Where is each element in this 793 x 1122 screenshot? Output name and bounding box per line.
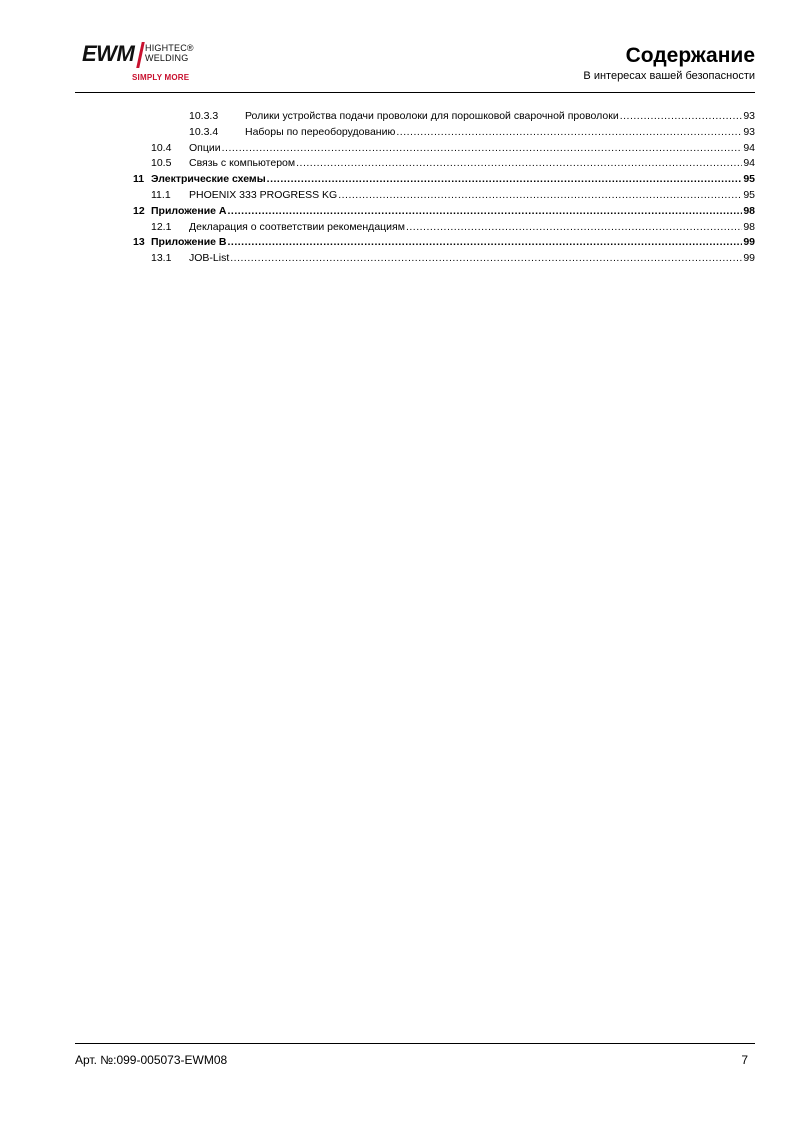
toc-number: 12.1 bbox=[151, 220, 172, 233]
toc-number: 10.4 bbox=[151, 141, 172, 154]
toc-number: 13 bbox=[133, 236, 145, 249]
toc-title: Приложение B bbox=[151, 236, 227, 249]
toc-row[interactable] bbox=[0, 109, 793, 125]
toc-title: Приложение A bbox=[151, 204, 227, 217]
toc-title: PHOENIX 333 PROGRESS KG bbox=[189, 188, 338, 201]
logo-tagline: SIMPLY MORE bbox=[132, 73, 190, 82]
toc-title: Электрические схемы bbox=[151, 173, 266, 186]
ewm-logo bbox=[82, 40, 202, 86]
toc-row[interactable] bbox=[0, 251, 793, 267]
toc-leader-dots bbox=[267, 172, 743, 188]
toc-number: 11.1 bbox=[151, 188, 171, 201]
toc-row[interactable] bbox=[0, 141, 793, 157]
page-number: 7 bbox=[741, 1053, 748, 1067]
toc-number: 11 bbox=[133, 173, 145, 186]
header-divider bbox=[75, 92, 755, 93]
toc-row[interactable] bbox=[0, 188, 793, 204]
toc-entry bbox=[245, 125, 755, 141]
toc-row[interactable] bbox=[0, 204, 793, 220]
toc-leader-dots bbox=[396, 125, 742, 141]
toc-title: Ролики устройства подачи проволоки для порошковой сварочной проволоки bbox=[245, 110, 619, 122]
toc-entry bbox=[245, 109, 755, 125]
table-of-contents bbox=[0, 109, 793, 267]
toc-page-number: 94 bbox=[743, 141, 755, 154]
toc-row[interactable] bbox=[0, 235, 793, 251]
toc-page-number: 94 bbox=[743, 157, 755, 170]
toc-entry bbox=[151, 235, 755, 251]
toc-entry bbox=[189, 220, 755, 236]
toc-entry bbox=[189, 188, 755, 204]
toc-page-number: 93 bbox=[743, 110, 755, 122]
toc-leader-dots bbox=[228, 235, 743, 251]
page-subtitle: В интересах вашей безопасности bbox=[583, 70, 755, 82]
toc-row[interactable] bbox=[0, 125, 793, 141]
toc-title: JOB-List bbox=[189, 252, 230, 265]
toc-entry bbox=[151, 172, 755, 188]
toc-page-number: 98 bbox=[743, 204, 755, 217]
toc-page-number: 99 bbox=[743, 236, 755, 249]
toc-page-number: 95 bbox=[743, 188, 755, 201]
toc-leader-dots bbox=[222, 141, 743, 157]
toc-title: Опции bbox=[189, 141, 221, 154]
toc-entry bbox=[189, 251, 755, 267]
logo-line2: WELDING bbox=[145, 53, 189, 63]
toc-row[interactable] bbox=[0, 220, 793, 236]
toc-number: 10.5 bbox=[151, 157, 172, 170]
toc-row[interactable] bbox=[0, 156, 793, 172]
toc-page-number: 99 bbox=[743, 252, 755, 265]
toc-number: 12 bbox=[133, 204, 145, 217]
logo-subtitle bbox=[145, 43, 194, 63]
toc-page-number: 93 bbox=[743, 125, 755, 138]
logo-slash-mark bbox=[136, 42, 145, 68]
toc-page-number: 95 bbox=[743, 173, 755, 186]
footer-divider bbox=[75, 1043, 755, 1044]
page-title: Содержание bbox=[625, 44, 755, 67]
toc-row[interactable] bbox=[0, 172, 793, 188]
page-header bbox=[0, 0, 793, 94]
toc-title: Декларация о соответствии рекомендациям bbox=[189, 220, 405, 233]
toc-title: Связь с компьютером bbox=[189, 157, 296, 170]
toc-number: 10.3.3 bbox=[189, 110, 219, 122]
article-number: Арт. №:099-005073-EWM08 bbox=[75, 1053, 228, 1067]
toc-entry bbox=[189, 156, 755, 172]
toc-page-number: 98 bbox=[743, 220, 755, 233]
toc-leader-dots bbox=[338, 188, 742, 204]
toc-leader-dots bbox=[620, 109, 743, 125]
toc-entry bbox=[189, 141, 755, 157]
toc-leader-dots bbox=[406, 220, 742, 236]
toc-entry bbox=[151, 204, 755, 220]
toc-leader-dots bbox=[230, 251, 742, 267]
toc-leader-dots bbox=[296, 156, 742, 172]
toc-title: Наборы по переоборудованию bbox=[245, 125, 396, 138]
logo-line1: HIGHTEC® bbox=[145, 43, 194, 53]
logo-wordmark: EWM bbox=[82, 41, 135, 66]
toc-number: 13.1 bbox=[151, 252, 172, 265]
toc-leader-dots bbox=[228, 204, 743, 220]
toc-number: 10.3.4 bbox=[189, 125, 219, 138]
